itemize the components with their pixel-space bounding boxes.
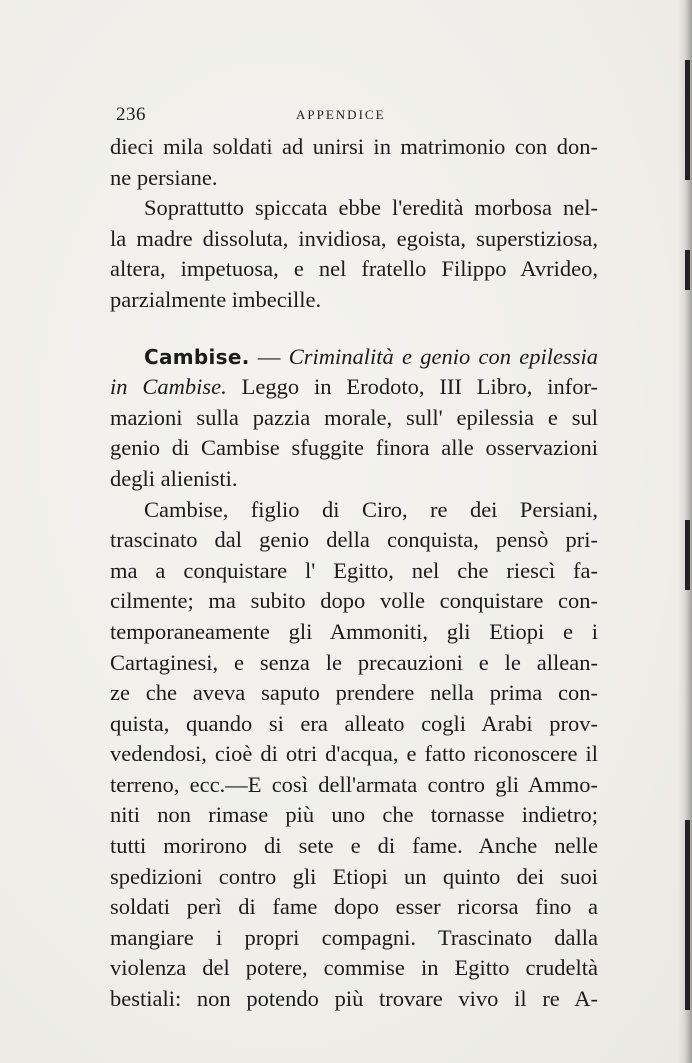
text-line: degli alienisti. [110,465,238,491]
page-number: 236 [116,104,146,125]
text-line: trascinato dal genio della conquista, pensò pri- [110,527,598,553]
text-line: vedendosi, cioè di otri d'acqua, e fatto riconoscere il [110,741,598,767]
text-line: soldati perì di fame dopo esser ricorsa fino a [110,894,598,920]
paragraph [110,495,598,1015]
text-line: mangiare i propri compagni. Trascinato dalla [110,924,598,950]
running-title: APPENDICE [296,107,386,122]
binding-mark [685,60,690,180]
text-line: ma a conquistare l' Egitto, nel che riescì fa- [110,557,598,583]
text-line: terreno, ecc.—E così dell'armata contro gli Ammo- [110,771,598,797]
running-head [116,104,596,128]
text-line: Soprattutto spiccata ebbe l'eredità morbosa nel- [144,195,598,221]
text-line: violenza del potere, commise in Egitto crudeltà [110,955,598,981]
text-line: tutti morirono di sete e di fame. Anche nelle [110,833,598,859]
text-line: mazioni sulla pazzia morale, sull' epilessia e sul [110,404,598,430]
text-line: altera, impetuosa, e nel fratello Filippo Avrideo, [110,256,598,282]
text-line: quista, quando si era alleato cogli Arabi prov- [110,710,598,736]
text-line: niti non rimase più uno che tornasse indietro; [110,802,598,828]
text-line: bestiali: non potendo più trovare vivo il re A- [110,986,598,1012]
binding-mark [685,250,690,290]
text-line: parzialmente imbecille. [110,286,322,312]
text-line: la madre dissoluta, invidiosa, egoista, superstiziosa, [110,225,598,251]
text-line: dieci mila soldati ad unirsi in matrimonio con don- [110,134,598,159]
binding-mark [685,820,690,1010]
text-fragment: Leggo in Erodoto, III Libro, infor- [226,374,598,400]
section-heading: Cambise. [144,344,250,369]
text-line: ne persiane. [110,164,218,190]
text-line: cilmente; ma subito dopo volle conquistare con- [110,588,598,614]
section-cambise [110,342,598,495]
text-line: Cambise, figlio di Ciro, re dei Persiani, [144,496,598,522]
section-gap [110,316,598,342]
paragraph [110,132,598,193]
paragraph [110,193,598,315]
text-line [110,372,598,403]
binding-mark [685,520,690,590]
section-subtitle: Criminalità e genio con epilessia [288,343,599,369]
text-line: ze che aveva saputo prendere nella prima con- [110,680,598,706]
heading-dash: — [249,343,289,369]
text-line: genio di Cambise sfuggite finora alle osservazioni [110,435,598,461]
text-line: spedizioni contro gli Etiopi un quinto dei suoi [110,863,598,889]
body-text [110,132,598,1015]
section-heading-line [110,342,598,373]
text-line: temporaneamente gli Ammoniti, gli Etiopi e i [110,618,598,644]
text-line: Cartaginesi, e senza le precauzioni e le allean- [110,649,598,675]
section-subtitle-continued: in Cambise. [110,374,227,400]
